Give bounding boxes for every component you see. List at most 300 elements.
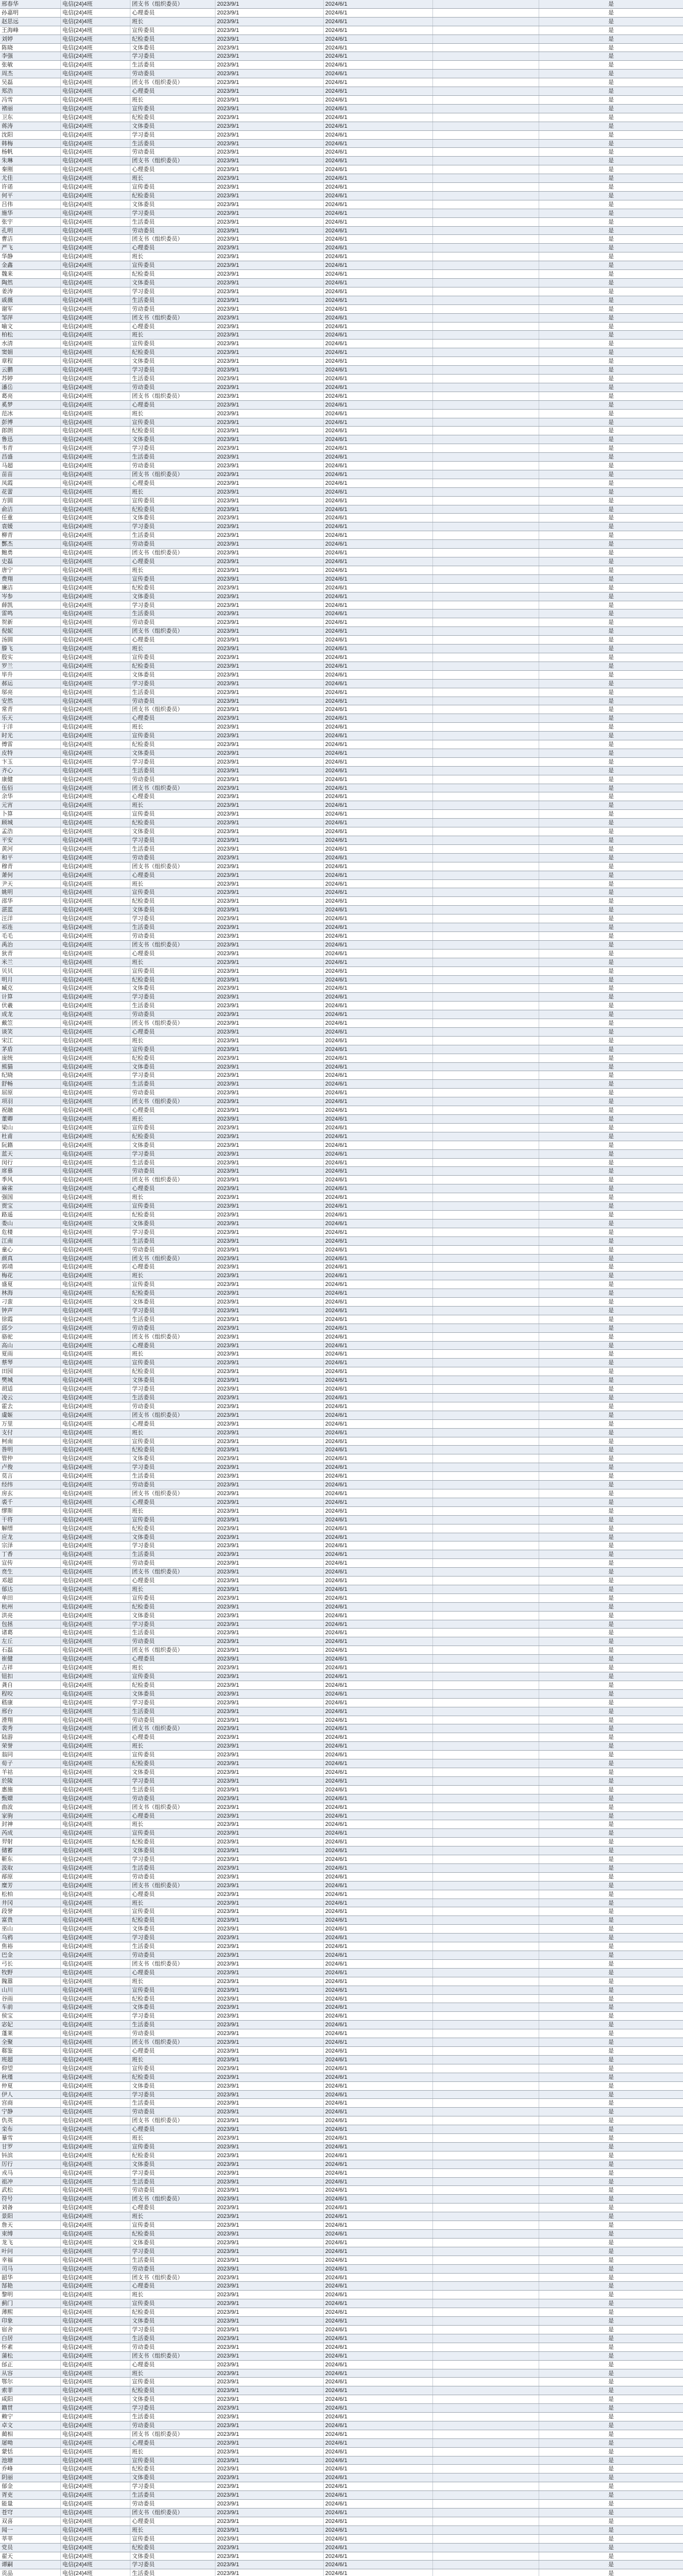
name-cell: 纪晓 <box>0 1071 61 1079</box>
table-row <box>0 2116 683 2125</box>
start-date-cell: 2023/9/1 <box>215 967 324 975</box>
class-cell: 电信(24)4班 <box>61 140 130 148</box>
start-date-cell: 2023/9/1 <box>215 2125 324 2133</box>
table-row <box>0 584 683 592</box>
status-cell: 是 <box>608 1447 614 1453</box>
class-cell: 电信(24)4班 <box>61 1986 130 1994</box>
table-row <box>0 2361 683 2369</box>
end-date-cell: 2024/6/1 <box>324 705 433 714</box>
name-cell: 咸阳 <box>0 2395 61 2403</box>
end-date-cell: 2024/6/1 <box>324 1612 433 1620</box>
end-date-cell: 2024/6/1 <box>324 2038 433 2046</box>
table-row <box>0 1141 683 1150</box>
table-row <box>0 1298 683 1307</box>
status-cell: 是 <box>608 2501 614 2507</box>
status-cell: 是 <box>608 680 614 687</box>
end-date-cell: 2024/6/1 <box>324 1481 433 1489</box>
class-cell: 电信(24)4班 <box>61 1472 130 1480</box>
end-date-cell: 2024/6/1 <box>324 2221 433 2229</box>
start-date-cell: 2023/9/1 <box>215 323 324 331</box>
table-row <box>0 261 683 270</box>
name-cell: 符号 <box>0 2195 61 2203</box>
start-date-cell: 2023/9/1 <box>215 1882 324 1890</box>
name-cell: 赖宁 <box>0 2413 61 2421</box>
table-row <box>0 1846 683 1855</box>
name-cell: 贺新 <box>0 618 61 626</box>
start-date-cell: 2023/9/1 <box>215 862 324 871</box>
start-date-cell: 2023/9/1 <box>215 2099 324 2107</box>
table-row <box>0 2029 683 2038</box>
name-cell: 蒲松 <box>0 2352 61 2360</box>
end-date-cell: 2024/6/1 <box>324 1794 433 1803</box>
class-cell: 电信(24)4班 <box>61 1541 130 1550</box>
table-row <box>0 462 683 470</box>
name-cell: 仲夏 <box>0 2082 61 2090</box>
start-date-cell: 2023/9/1 <box>215 2247 324 2256</box>
table-row <box>0 340 683 348</box>
empty-cell <box>433 1333 539 1341</box>
end-date-cell: 2024/6/1 <box>324 967 433 975</box>
table-row <box>0 2299 683 2308</box>
end-date-cell: 2024/6/1 <box>324 1080 433 1088</box>
status-cell: 是 <box>608 2396 614 2403</box>
table-row <box>0 444 683 453</box>
table-row <box>0 540 683 549</box>
start-date-cell: 2023/9/1 <box>215 1411 324 1419</box>
empty-cell <box>433 2378 539 2386</box>
start-date-cell: 2023/9/1 <box>215 1803 324 1811</box>
empty-cell <box>433 1637 539 1646</box>
table-row <box>0 1411 683 1420</box>
end-date-cell: 2024/6/1 <box>324 1333 433 1341</box>
end-date-cell: 2024/6/1 <box>324 1219 433 1228</box>
class-cell: 电信(24)4班 <box>61 618 130 626</box>
end-date-cell: 2024/6/1 <box>324 1846 433 1855</box>
start-date-cell: 2023/9/1 <box>215 2473 324 2482</box>
start-date-cell: 2023/9/1 <box>215 906 324 914</box>
start-date-cell: 2023/9/1 <box>215 680 324 688</box>
empty-cell <box>433 348 539 357</box>
table-row <box>0 792 683 801</box>
start-date-cell: 2023/9/1 <box>215 1612 324 1620</box>
start-date-cell: 2023/9/1 <box>215 479 324 487</box>
start-date-cell: 2023/9/1 <box>215 609 324 618</box>
table-row <box>0 1707 683 1716</box>
class-cell: 电信(24)4班 <box>61 2334 130 2343</box>
status-cell: 是 <box>608 2152 614 2159</box>
table-row <box>0 2509 683 2517</box>
position-cell: 文体委员 <box>130 1533 215 1541</box>
start-date-cell: 2023/9/1 <box>215 444 324 452</box>
empty-cell <box>433 1672 539 1681</box>
class-cell: 电信(24)4班 <box>61 2491 130 2499</box>
status-cell: 是 <box>608 1656 614 1663</box>
position-cell: 心理委员 <box>130 323 215 331</box>
status-cell: 是 <box>608 2126 614 2133</box>
status-cell: 是 <box>608 1360 614 1366</box>
position-cell: 文体委员 <box>130 2239 215 2247</box>
end-date-cell: 2024/6/1 <box>324 575 433 583</box>
position-cell: 宣传委员 <box>130 1280 215 1289</box>
empty-cell <box>433 357 539 365</box>
start-date-cell: 2023/9/1 <box>215 2500 324 2508</box>
status-cell: 是 <box>608 149 614 156</box>
table-row <box>0 1019 683 1028</box>
empty-cell <box>433 2552 539 2561</box>
empty-cell <box>433 183 539 191</box>
end-date-cell: 2024/6/1 <box>324 340 433 348</box>
position-cell: 团支书（组织委员） <box>130 2430 215 2438</box>
start-date-cell: 2023/9/1 <box>215 1585 324 1594</box>
start-date-cell: 2023/9/1 <box>215 435 324 444</box>
class-cell: 电信(24)4班 <box>61 2473 130 2482</box>
empty-cell <box>433 2517 539 2526</box>
name-cell: 喻文 <box>0 323 61 331</box>
position-cell: 班长 <box>130 2526 215 2534</box>
empty-cell <box>433 122 539 130</box>
status-cell: 是 <box>608 2510 614 2516</box>
status-cell: 是 <box>608 663 614 669</box>
start-date-cell: 2023/9/1 <box>215 1028 324 1036</box>
position-cell: 学习委员 <box>130 209 215 217</box>
table-row <box>0 470 683 479</box>
end-date-cell: 2024/6/1 <box>324 9 433 17</box>
end-date-cell: 2024/6/1 <box>324 1315 433 1324</box>
end-date-cell: 2024/6/1 <box>324 1559 433 1567</box>
class-cell: 电信(24)4班 <box>61 1942 130 1951</box>
class-cell: 电信(24)4班 <box>61 2448 130 2456</box>
name-cell: 吕伟 <box>0 200 61 209</box>
empty-cell <box>433 801 539 809</box>
position-cell: 宣传委员 <box>130 810 215 818</box>
class-cell: 电信(24)4班 <box>61 1960 130 1968</box>
status-cell: 是 <box>608 2082 614 2089</box>
empty-cell <box>433 2352 539 2360</box>
empty-cell <box>433 1342 539 1350</box>
table-row <box>0 2160 683 2169</box>
class-cell: 电信(24)4班 <box>61 1568 130 1576</box>
empty-cell <box>433 1934 539 1942</box>
status-cell: 是 <box>608 602 614 608</box>
end-date-cell: 2024/6/1 <box>324 1960 433 1968</box>
empty-cell <box>433 2082 539 2090</box>
name-cell: 厉行 <box>0 2160 61 2168</box>
status-cell: 是 <box>608 2475 614 2481</box>
empty-cell <box>433 1437 539 1446</box>
name-cell: 干将 <box>0 1516 61 1524</box>
position-cell: 学习委员 <box>130 1385 215 1393</box>
empty-cell <box>433 235 539 243</box>
end-date-cell: 2024/6/1 <box>324 1620 433 1629</box>
end-date-cell: 2024/6/1 <box>324 2195 433 2203</box>
start-date-cell: 2023/9/1 <box>215 148 324 156</box>
start-date-cell: 2023/9/1 <box>215 1481 324 1489</box>
status-cell: 是 <box>608 1908 614 1915</box>
status-cell: 是 <box>608 1072 614 1079</box>
empty-cell <box>433 505 539 514</box>
position-cell: 纪检委员 <box>130 505 215 514</box>
empty-cell <box>433 2003 539 2011</box>
class-cell: 电信(24)4班 <box>61 1786 130 1794</box>
empty-cell <box>433 1716 539 1724</box>
position-cell: 团支书（组织委员） <box>130 392 215 400</box>
table-row <box>0 1803 683 1812</box>
empty-cell <box>433 1969 539 1977</box>
end-date-cell: 2024/6/1 <box>324 2535 433 2543</box>
status-cell: 是 <box>608 2431 614 2437</box>
empty-cell <box>433 87 539 95</box>
class-cell: 电信(24)4班 <box>61 1115 130 1123</box>
position-cell: 班长 <box>130 96 215 104</box>
start-date-cell: 2023/9/1 <box>215 801 324 809</box>
table-row <box>0 1777 683 1786</box>
position-cell: 团支书（组织委员） <box>130 0 215 8</box>
start-date-cell: 2023/9/1 <box>215 2308 324 2316</box>
end-date-cell: 2024/6/1 <box>324 1969 433 1977</box>
start-date-cell: 2023/9/1 <box>215 792 324 801</box>
name-cell: 封神 <box>0 1820 61 1828</box>
position-cell: 学习委员 <box>130 2561 215 2569</box>
table-row <box>0 827 683 836</box>
end-date-cell: 2024/6/1 <box>324 1777 433 1785</box>
end-date-cell: 2024/6/1 <box>324 1472 433 1480</box>
class-cell: 电信(24)4班 <box>61 200 130 209</box>
start-date-cell: 2023/9/1 <box>215 2038 324 2046</box>
empty-cell <box>433 723 539 731</box>
table-row <box>0 2482 683 2491</box>
table-row <box>0 2056 683 2064</box>
status-cell: 是 <box>608 297 614 303</box>
empty-cell <box>433 488 539 496</box>
start-date-cell: 2023/9/1 <box>215 2221 324 2229</box>
end-date-cell: 2024/6/1 <box>324 1585 433 1594</box>
start-date-cell: 2023/9/1 <box>215 1289 324 1297</box>
start-date-cell: 2023/9/1 <box>215 113 324 122</box>
end-date-cell: 2024/6/1 <box>324 1533 433 1541</box>
class-cell: 电信(24)4班 <box>61 1054 130 1062</box>
name-cell: 江南 <box>0 1237 61 1245</box>
class-cell: 电信(24)4班 <box>61 2552 130 2561</box>
class-cell: 电信(24)4班 <box>61 1272 130 1280</box>
start-date-cell: 2023/9/1 <box>215 1646 324 1654</box>
end-date-cell: 2024/6/1 <box>324 1637 433 1646</box>
table-row <box>0 1184 683 1193</box>
empty-cell <box>433 131 539 139</box>
end-date-cell: 2024/6/1 <box>324 122 433 130</box>
status-cell: 是 <box>608 1386 614 1393</box>
empty-cell <box>433 1280 539 1289</box>
position-cell: 心理委员 <box>130 2047 215 2055</box>
table-row <box>0 497 683 505</box>
status-cell: 是 <box>608 2387 614 2394</box>
class-cell: 电信(24)4班 <box>61 2143 130 2151</box>
position-cell: 纪检委员 <box>130 1759 215 1768</box>
status-cell: 是 <box>608 1438 614 1445</box>
position-cell: 劳动委员 <box>130 383 215 392</box>
status-cell: 是 <box>608 1055 614 1061</box>
position-cell: 学习委员 <box>130 1855 215 1863</box>
position-cell: 纪检委员 <box>130 427 215 435</box>
name-cell: 从容 <box>0 2369 61 2378</box>
status-cell: 是 <box>608 1804 614 1810</box>
name-cell: 霍去 <box>0 1402 61 1411</box>
start-date-cell: 2023/9/1 <box>215 244 324 252</box>
start-date-cell: 2023/9/1 <box>215 2256 324 2264</box>
start-date-cell: 2023/9/1 <box>215 1437 324 1446</box>
status-cell: 是 <box>608 1203 614 1210</box>
position-cell: 宣传委员 <box>130 1045 215 1054</box>
table-row <box>0 923 683 932</box>
table-row <box>0 723 683 732</box>
status-cell: 是 <box>608 1499 614 1505</box>
status-cell: 是 <box>608 1543 614 1549</box>
name-cell: 印象 <box>0 2317 61 2325</box>
class-cell: 电信(24)4班 <box>61 705 130 714</box>
position-cell: 团支书（组织委员） <box>130 2509 215 2517</box>
start-date-cell: 2023/9/1 <box>215 1620 324 1629</box>
table-row <box>0 1272 683 1280</box>
position-cell: 学习委员 <box>130 1620 215 1629</box>
name-cell: 谢军 <box>0 305 61 313</box>
position-cell: 文体委员 <box>130 1454 215 1463</box>
end-date-cell: 2024/6/1 <box>324 1829 433 1837</box>
position-cell: 劳动委员 <box>130 540 215 548</box>
status-cell: 是 <box>608 523 614 530</box>
status-cell: 是 <box>608 1395 614 1401</box>
status-cell: 是 <box>608 1081 614 1088</box>
start-date-cell: 2023/9/1 <box>215 1498 324 1506</box>
end-date-cell: 2024/6/1 <box>324 1986 433 1994</box>
table-row <box>0 235 683 244</box>
class-cell: 电信(24)4班 <box>61 435 130 444</box>
empty-cell <box>433 2116 539 2125</box>
end-date-cell: 2024/6/1 <box>324 1289 433 1297</box>
empty-cell <box>433 270 539 278</box>
empty-cell <box>433 2151 539 2160</box>
table-row <box>0 1907 683 1916</box>
start-date-cell: 2023/9/1 <box>215 1507 324 1515</box>
position-cell: 生活委员 <box>130 1080 215 1088</box>
table-row <box>0 636 683 645</box>
class-cell: 电信(24)4班 <box>61 2204 130 2212</box>
class-cell: 电信(24)4班 <box>61 1681 130 1689</box>
name-cell: 井冈 <box>0 1899 61 1907</box>
empty-cell <box>433 1707 539 1716</box>
start-date-cell: 2023/9/1 <box>215 157 324 165</box>
empty-cell <box>433 1411 539 1419</box>
table-row <box>0 1655 683 1664</box>
table-row <box>0 1159 683 1167</box>
end-date-cell: 2024/6/1 <box>324 2082 433 2090</box>
empty-cell <box>433 2535 539 2543</box>
end-date-cell: 2024/6/1 <box>324 680 433 688</box>
class-cell: 电信(24)4班 <box>61 1376 130 1384</box>
empty-cell <box>433 2038 539 2046</box>
end-date-cell: 2024/6/1 <box>324 1228 433 1236</box>
empty-cell <box>433 627 539 635</box>
empty-cell <box>433 2334 539 2343</box>
empty-cell <box>433 1010 539 1019</box>
status-cell: 是 <box>608 2213 614 2220</box>
name-cell: 蓟门 <box>0 2299 61 2308</box>
empty-cell <box>433 1298 539 1306</box>
start-date-cell: 2023/9/1 <box>215 2378 324 2386</box>
end-date-cell: 2024/6/1 <box>324 1385 433 1393</box>
class-cell: 电信(24)4班 <box>61 1002 130 1010</box>
start-date-cell: 2023/9/1 <box>215 1045 324 1054</box>
start-date-cell: 2023/9/1 <box>215 410 324 418</box>
end-date-cell: 2024/6/1 <box>324 2308 433 2316</box>
class-cell: 电信(24)4班 <box>61 1228 130 1236</box>
name-cell: 蓬莱 <box>0 2029 61 2038</box>
table-row <box>0 1699 683 1707</box>
position-cell: 劳动委员 <box>130 305 215 313</box>
status-cell: 是 <box>608 2352 614 2359</box>
name-cell: 屈原 <box>0 1089 61 1097</box>
start-date-cell: 2023/9/1 <box>215 1541 324 1550</box>
table-row <box>0 1481 683 1489</box>
position-cell: 劳动委员 <box>130 1794 215 1803</box>
empty-cell <box>433 688 539 697</box>
class-cell: 电信(24)4班 <box>61 2265 130 2273</box>
table-row <box>0 1211 683 1219</box>
position-cell: 团支书（组织委员） <box>130 1568 215 1576</box>
name-cell: 林海 <box>0 1289 61 1297</box>
status-cell: 是 <box>608 1630 614 1636</box>
status-cell: 是 <box>608 628 614 635</box>
end-date-cell: 2024/6/1 <box>324 96 433 104</box>
table-row <box>0 2047 683 2056</box>
start-date-cell: 2023/9/1 <box>215 932 324 940</box>
end-date-cell: 2024/6/1 <box>324 1594 433 1602</box>
start-date-cell: 2023/9/1 <box>215 2430 324 2438</box>
empty-cell <box>433 2317 539 2325</box>
position-cell: 生活委员 <box>130 1550 215 1558</box>
position-cell: 宣传委员 <box>130 2064 215 2073</box>
name-cell: 叶问 <box>0 2247 61 2256</box>
start-date-cell: 2023/9/1 <box>215 618 324 626</box>
status-cell: 是 <box>608 1211 614 1218</box>
status-cell: 是 <box>608 1551 614 1558</box>
start-date-cell: 2023/9/1 <box>215 2317 324 2325</box>
name-cell: 季风 <box>0 1176 61 1184</box>
position-cell: 班长 <box>130 801 215 809</box>
table-row <box>0 1664 683 1672</box>
class-cell: 电信(24)4班 <box>61 209 130 217</box>
status-cell: 是 <box>608 1752 614 1758</box>
end-date-cell: 2024/6/1 <box>324 1873 433 1881</box>
end-date-cell: 2024/6/1 <box>324 758 433 766</box>
end-date-cell: 2024/6/1 <box>324 1498 433 1506</box>
empty-cell <box>433 227 539 235</box>
empty-cell <box>433 1838 539 1846</box>
class-cell: 电信(24)4班 <box>61 906 130 914</box>
end-date-cell: 2024/6/1 <box>324 1672 433 1681</box>
table-row <box>0 2274 683 2282</box>
start-date-cell: 2023/9/1 <box>215 1759 324 1768</box>
end-date-cell: 2024/6/1 <box>324 2151 433 2160</box>
start-date-cell: 2023/9/1 <box>215 2047 324 2055</box>
class-cell: 电信(24)4班 <box>61 52 130 60</box>
table-row <box>0 2535 683 2544</box>
empty-cell <box>433 462 539 470</box>
status-cell: 是 <box>608 1281 614 1288</box>
end-date-cell: 2024/6/1 <box>324 906 433 914</box>
status-cell: 是 <box>608 968 614 974</box>
status-cell: 是 <box>608 393 614 399</box>
table-row <box>0 18 683 26</box>
end-date-cell: 2024/6/1 <box>324 2369 433 2378</box>
